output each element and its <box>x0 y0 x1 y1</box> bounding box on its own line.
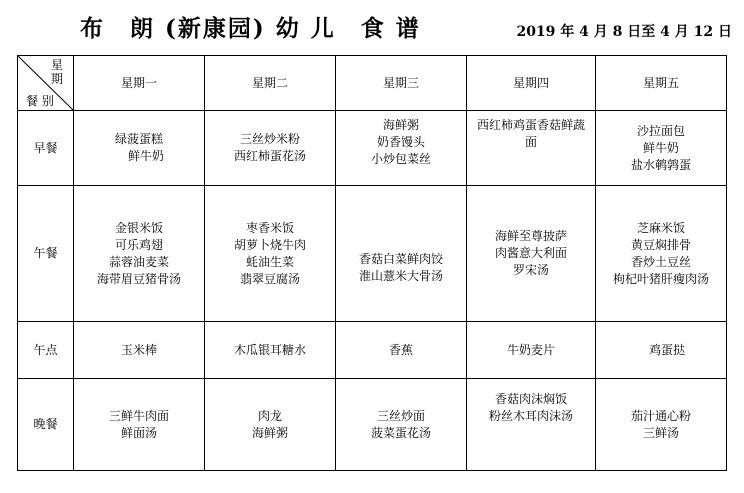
dish: 牛奶麦片 <box>506 342 555 357</box>
dish: 香炒土豆丝 <box>630 254 691 269</box>
day-header: 星期一 <box>74 56 205 111</box>
dish: 面 <box>524 135 537 149</box>
menu-cell <box>336 322 467 379</box>
dish: 海鲜粥 <box>251 425 288 440</box>
dish: 芝麻米饭 <box>636 220 685 235</box>
dish: 木瓜银耳糖水 <box>233 342 306 357</box>
menu-cell <box>596 186 727 322</box>
menu-cell <box>596 322 727 379</box>
dish: 枣香米饭 <box>245 220 294 235</box>
dish: 三鲜牛肉面 <box>108 408 169 423</box>
dish: 三丝炒米粉 <box>239 132 300 146</box>
dish: 香菇白菜鲜肉饺 <box>358 251 443 266</box>
dish: 三丝炒面 <box>376 408 425 423</box>
meal-label: 早餐 <box>18 111 74 186</box>
menu-title: 布 朗 (新康园) 幼 儿 食 谱 <box>80 15 421 42</box>
meal-label: 午点 <box>18 322 74 379</box>
day-header: 星期四 <box>467 56 596 111</box>
corner-day-label <box>51 58 63 86</box>
dish: 鸡蛋挞 <box>648 342 685 357</box>
meal-row-breakfast <box>18 111 727 186</box>
menu-cell <box>336 111 467 186</box>
menu-cell <box>74 111 205 186</box>
dish: 香菇肉沫焖饭 <box>494 392 567 406</box>
dish: 西红柿蛋花汤 <box>233 149 306 163</box>
dish: 西红柿鸡蛋香菇鲜蔬 <box>476 118 585 132</box>
menu-cell <box>205 379 336 471</box>
header-row <box>18 56 727 111</box>
menu-cell <box>596 111 727 186</box>
meal-label: 午餐 <box>18 186 74 322</box>
menu-cell <box>74 322 205 379</box>
dish: 蚝油生菜 <box>245 254 294 269</box>
menu-cell <box>205 111 336 186</box>
menu-cell <box>467 186 596 322</box>
dish: 茄汁通心粉 <box>630 408 691 423</box>
day-header: 星期五 <box>596 56 727 111</box>
meal-row-snack <box>18 322 727 379</box>
day-header: 星期二 <box>205 56 336 111</box>
day-header: 星期三 <box>336 56 467 111</box>
dish: 海鲜粥 <box>382 118 419 132</box>
menu-cell <box>205 186 336 322</box>
corner-cell <box>18 56 74 111</box>
date-range: 2019 年 4 月 8 日至 4 月 12 日 <box>516 24 732 40</box>
dish: 沙拉面包 <box>636 123 685 138</box>
dish: 鲜牛奶 <box>127 149 164 163</box>
menu-cell <box>336 379 467 471</box>
dish: 胡萝卜烧牛肉 <box>233 237 306 252</box>
corner-day-line1: 星 <box>50 58 63 72</box>
dish: 罗宋汤 <box>512 263 549 277</box>
dish: 盐水鹌鹑蛋 <box>630 157 691 172</box>
dish: 小炒包菜丝 <box>370 152 431 166</box>
dish: 金银米饭 <box>114 220 163 235</box>
dish: 淮山薏米大骨汤 <box>358 268 443 283</box>
dish: 海鲜至尊披萨 <box>494 229 567 243</box>
meal-row-lunch <box>18 186 727 322</box>
dish: 鲜面汤 <box>120 425 157 440</box>
menu-cell <box>467 111 596 186</box>
dish: 菠菜蛋花汤 <box>370 425 431 440</box>
dish: 香蕉 <box>388 342 413 357</box>
meal-row-dinner <box>18 379 727 471</box>
dish: 粉丝木耳肉沫汤 <box>488 409 573 423</box>
dish: 蒜蓉油麦菜 <box>108 254 169 269</box>
dish: 玉米棒 <box>120 342 157 357</box>
dish: 奶香馒头 <box>376 135 425 149</box>
menu-cell <box>205 322 336 379</box>
dish: 可乐鸡翅 <box>114 237 163 252</box>
dish: 三鲜汤 <box>642 425 679 440</box>
menu-cell <box>467 379 596 471</box>
dish: 肉龙 <box>257 408 282 423</box>
dish: 海带眉豆猪骨汤 <box>96 271 181 286</box>
menu-cell <box>467 322 596 379</box>
dish: 翡翠豆腐汤 <box>239 271 300 286</box>
menu-cell <box>336 186 467 322</box>
menu-table <box>17 55 727 471</box>
menu-cell <box>74 379 205 471</box>
corner-meal-label: 餐 别 <box>26 94 54 108</box>
menu-cell <box>74 186 205 322</box>
dish: 肉酱意大利面 <box>494 246 567 260</box>
meal-label: 晚餐 <box>18 379 74 471</box>
dish: 绿菠蛋糕 <box>114 132 163 146</box>
dish: 鲜牛奶 <box>642 140 679 155</box>
menu-cell <box>596 379 727 471</box>
dish: 枸杞叶猪肝瘦肉汤 <box>612 271 709 286</box>
corner-day-line2: 期 <box>50 72 63 86</box>
dish: 黄豆焖排骨 <box>630 237 691 252</box>
